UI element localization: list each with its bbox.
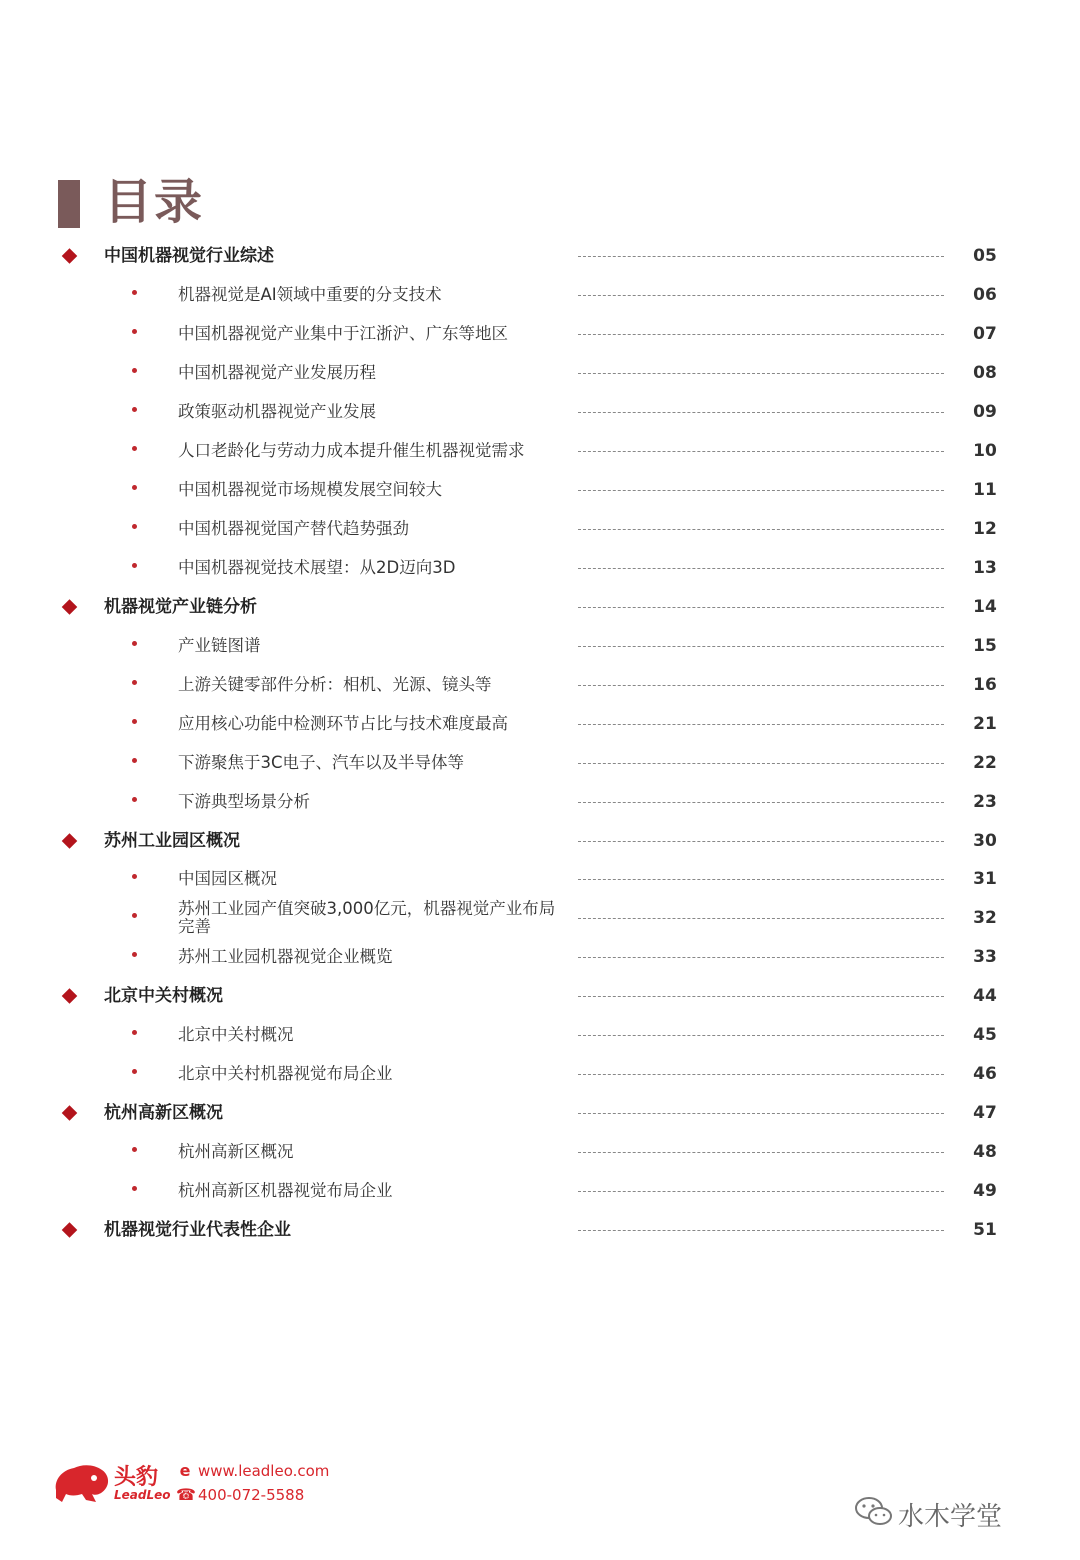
dot-bullet-icon	[132, 1147, 137, 1152]
dotted-leader	[578, 802, 944, 803]
dot-bullet-icon	[132, 797, 137, 802]
dotted-leader	[578, 918, 944, 919]
dotted-leader	[578, 1230, 944, 1231]
dot-bullet-icon	[132, 446, 137, 451]
dotted-leader	[578, 451, 944, 452]
toc-page-number: 12	[973, 519, 997, 540]
diamond-bullet-icon	[62, 989, 78, 1005]
dot-bullet-icon	[132, 680, 137, 685]
toc-label: 中国机器视觉技术展望：从2D迈向3D	[178, 557, 456, 577]
dot-bullet-icon	[132, 913, 137, 918]
toc-subsection[interactable]	[0, 1172, 1080, 1211]
dot-bullet-icon	[132, 874, 137, 879]
toc-page-number: 13	[973, 557, 997, 578]
toc-label: 杭州高新区概况	[104, 1103, 223, 1124]
dotted-leader	[578, 490, 944, 491]
leadleo-logo	[52, 1458, 332, 1518]
toc-label: 应用核心功能中检测环节占比与技术难度最高	[178, 713, 508, 733]
dotted-leader	[578, 529, 944, 530]
toc-subsection[interactable]	[0, 354, 1080, 393]
toc-page-number: 49	[973, 1180, 997, 1201]
toc-label: 人口老龄化与劳动力成本提升催生机器视觉需求	[178, 441, 525, 461]
dotted-leader	[578, 568, 944, 569]
page-title: 目录	[104, 174, 205, 230]
toc-section[interactable]	[0, 821, 1080, 860]
toc-section[interactable]	[0, 587, 1080, 626]
dot-bullet-icon	[132, 329, 137, 334]
toc-label: 政策驱动机器视觉产业发展	[178, 402, 376, 422]
toc-page-number: 21	[973, 713, 997, 734]
dotted-leader	[578, 256, 944, 257]
dotted-leader	[578, 1152, 944, 1153]
toc-page-number: 07	[973, 324, 997, 345]
toc-page-number: 09	[973, 402, 997, 423]
toc-section[interactable]	[0, 1094, 1080, 1133]
toc-subsection[interactable]	[0, 393, 1080, 432]
toc-subsection[interactable]	[0, 899, 1080, 938]
toc-page-number: 48	[973, 1142, 997, 1163]
toc-page-number: 33	[973, 947, 997, 968]
toc-label: 机器视觉产业链分析	[104, 596, 257, 617]
dot-bullet-icon	[132, 290, 137, 295]
dot-bullet-icon	[132, 952, 137, 957]
dotted-leader	[578, 1074, 944, 1075]
toc-label: 中国机器视觉行业综述	[104, 246, 274, 267]
dotted-leader	[578, 685, 944, 686]
toc-page-number: 46	[973, 1064, 997, 1085]
dotted-leader	[578, 412, 944, 413]
dot-bullet-icon	[132, 1069, 137, 1074]
toc-page-number: 05	[973, 246, 997, 267]
toc-subsection[interactable]	[0, 432, 1080, 471]
toc-page-number: 08	[973, 363, 997, 384]
dot-bullet-icon	[132, 758, 137, 763]
toc-label: 上游关键零部件分析：相机、光源、镜头等	[178, 674, 492, 694]
dotted-leader	[578, 957, 944, 958]
diamond-bullet-icon	[62, 249, 78, 265]
dotted-leader	[578, 996, 944, 997]
toc-page-number: 15	[973, 635, 997, 656]
dot-bullet-icon	[132, 1186, 137, 1191]
toc-label: 产业链图谱	[178, 635, 261, 655]
toc-section[interactable]	[0, 1210, 1080, 1249]
toc-subsection[interactable]	[0, 1016, 1080, 1055]
toc-label: 中国园区概况	[178, 869, 277, 889]
dotted-leader	[578, 879, 944, 880]
toc-subsection[interactable]	[0, 938, 1080, 977]
brand-name-en: LeadLeo	[114, 1488, 171, 1502]
phone-icon: ☎	[176, 1485, 196, 1504]
toc-page-number: 11	[973, 480, 997, 501]
dotted-leader	[578, 646, 944, 647]
toc-page-number: 32	[973, 908, 997, 929]
toc-subsection[interactable]	[0, 743, 1080, 782]
toc-subsection[interactable]	[0, 276, 1080, 315]
dot-bullet-icon	[132, 407, 137, 412]
dot-bullet-icon	[132, 524, 137, 529]
toc-page-number: 51	[973, 1219, 997, 1240]
website-link[interactable]: www.leadleo.com	[198, 1462, 330, 1480]
toc-subsection[interactable]	[0, 510, 1080, 549]
dot-bullet-icon	[132, 563, 137, 568]
toc-label: 北京中关村概况	[178, 1025, 294, 1045]
toc-label: 苏州工业园机器视觉企业概览	[178, 947, 393, 967]
toc-label: 机器视觉行业代表性企业	[104, 1219, 291, 1240]
dotted-leader	[578, 724, 944, 725]
dotted-leader	[578, 607, 944, 608]
wechat-icon	[854, 1494, 894, 1530]
toc-page-number: 30	[973, 830, 997, 851]
diamond-bullet-icon	[62, 1105, 78, 1121]
brand-name-cn: 头豹	[114, 1465, 159, 1490]
diamond-bullet-icon	[62, 599, 78, 615]
toc-page-number: 44	[973, 986, 997, 1007]
toc-label: 机器视觉是AI领域中重要的分支技术	[178, 285, 442, 305]
toc-page-number: 22	[973, 752, 997, 773]
table-of-contents	[0, 237, 1080, 1249]
dot-bullet-icon	[132, 368, 137, 373]
toc-label: 中国机器视觉市场规模发展空间较大	[178, 480, 442, 500]
toc-subsection[interactable]	[0, 1055, 1080, 1094]
phone-number: 400-072-5588	[198, 1486, 305, 1504]
dotted-leader	[578, 295, 944, 296]
toc-subsection[interactable]	[0, 860, 1080, 899]
title-accent-bar	[58, 180, 80, 228]
toc-page-number: 16	[973, 674, 997, 695]
dot-bullet-icon	[132, 719, 137, 724]
toc-page-number: 45	[973, 1025, 997, 1046]
toc-subsection[interactable]	[0, 626, 1080, 665]
toc-label: 下游典型场景分析	[178, 791, 310, 811]
leopard-logo-icon	[52, 1460, 112, 1506]
web-icon: e	[179, 1461, 191, 1480]
toc-label: 下游聚焦于3C电子、汽车以及半导体等	[178, 752, 465, 772]
toc-subsection[interactable]	[0, 315, 1080, 354]
toc-subsection[interactable]	[0, 549, 1080, 588]
dotted-leader	[578, 763, 944, 764]
toc-label: 中国机器视觉产业发展历程	[178, 363, 376, 383]
toc-page-number: 06	[973, 285, 997, 306]
toc-page-number: 47	[973, 1103, 997, 1124]
toc-label: 杭州高新区概况	[178, 1142, 294, 1162]
dot-bullet-icon	[132, 485, 137, 490]
dotted-leader	[578, 1113, 944, 1114]
dotted-leader	[578, 841, 944, 842]
toc-page-number: 10	[973, 441, 997, 462]
dot-bullet-icon	[132, 641, 137, 646]
toc-subsection[interactable]	[0, 704, 1080, 743]
toc-label: 中国机器视觉国产替代趋势强劲	[178, 519, 409, 539]
toc-label: 苏州工业园区概况	[104, 830, 240, 851]
toc-subsection[interactable]	[0, 1133, 1080, 1172]
dotted-leader	[578, 334, 944, 335]
dot-bullet-icon	[132, 1030, 137, 1035]
toc-subsection[interactable]	[0, 471, 1080, 510]
watermark-text: 水木学堂	[898, 1502, 1003, 1532]
toc-page-number: 23	[973, 791, 997, 812]
toc-label: 苏州工业园产值突破3,000亿元，机器视觉产业布局完善	[178, 899, 556, 937]
toc-section[interactable]	[0, 977, 1080, 1016]
toc-page-number: 31	[973, 869, 997, 890]
dotted-leader	[578, 373, 944, 374]
toc-label: 北京中关村机器视觉布局企业	[178, 1064, 393, 1084]
toc-label: 北京中关村概况	[104, 986, 223, 1007]
toc-label: 杭州高新区机器视觉布局企业	[178, 1180, 393, 1200]
toc-subsection[interactable]	[0, 782, 1080, 821]
toc-section[interactable]	[0, 237, 1080, 276]
toc-page-number: 14	[973, 596, 997, 617]
dotted-leader	[578, 1191, 944, 1192]
toc-label: 中国机器视觉产业集中于江浙沪、广东等地区	[178, 324, 508, 344]
toc-subsection[interactable]	[0, 665, 1080, 704]
wechat-watermark	[854, 1494, 1044, 1534]
diamond-bullet-icon	[62, 833, 78, 849]
dotted-leader	[578, 1035, 944, 1036]
diamond-bullet-icon	[62, 1222, 78, 1238]
